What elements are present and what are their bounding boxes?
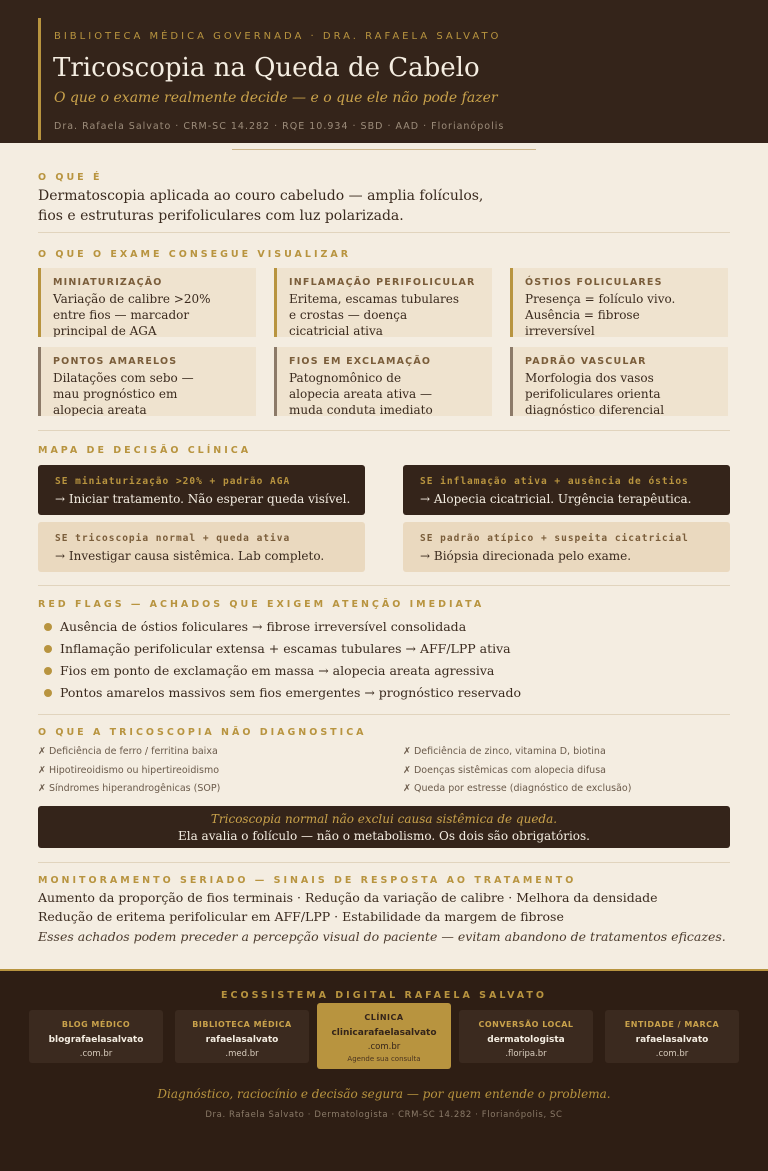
site-label: CONVERSÃO LOCAL — [478, 1020, 574, 1029]
header-divider — [232, 149, 536, 150]
decision-condition: SE miniaturização >20% + padrão AGA — [55, 476, 291, 487]
card-title: PADRÃO VASCULAR — [525, 356, 647, 367]
section-divider — [38, 862, 730, 863]
footer-tagline: Diagnóstico, raciocínio e decisão segura — por quem entende o problema. — [157, 1087, 611, 1101]
author-credentials: Dra. Rafaela Salvato · CRM-SC 14.282 · RQE 10.934 · SBD · AAD · Florianópolis — [54, 121, 505, 132]
site-tld: .com.br — [79, 1049, 113, 1059]
card-text-line: alopecia areata ativa — — [289, 387, 433, 401]
warning-callout — [38, 806, 730, 848]
monitoring-line-1: Aumento da proporção de fios terminais · Redução da variação de calibre · Melhora da densidade — [38, 890, 658, 905]
site-tld: .floripa.br — [505, 1049, 547, 1059]
decision-item — [403, 465, 730, 515]
site-label: BLOG MÉDICO — [61, 1020, 131, 1029]
red-flag-text: Fios em ponto de exclamação em massa → alopecia areata agressiva — [60, 663, 495, 678]
red-flag-text: Pontos amarelos massivos sem fios emergentes → prognóstico reservado — [60, 685, 522, 700]
what-is-label: O QUE É — [38, 172, 103, 183]
card-text-line: perifoliculares orienta — [525, 387, 661, 401]
what-is-line-1: Dermatoscopia aplicada ao couro cabeludo — amplia folículos, — [38, 188, 484, 204]
site-link-biblioteca[interactable] — [175, 1010, 309, 1063]
card-text-line: alopecia areata — [53, 403, 147, 416]
site-link-blog[interactable] — [29, 1010, 163, 1063]
decision-label: MAPA DE DECISÃO CLÍNICA — [38, 445, 252, 456]
decision-outcome: → Iniciar tratamento. Não esperar queda visível. — [55, 492, 351, 506]
finding-card-pontos-amarelos — [38, 347, 256, 416]
card-title: INFLAMAÇÃO PERIFOLICULAR — [289, 277, 476, 288]
card-text-line: irreversível — [525, 324, 595, 337]
site-tld: .com.br — [655, 1049, 689, 1059]
site-link-entidade[interactable] — [605, 1010, 739, 1063]
card-text — [53, 291, 256, 337]
card-text-line: Dilatações com sebo — — [53, 371, 194, 385]
decision-outcome: → Alopecia cicatricial. Urgência terapêutica. — [420, 492, 692, 506]
site-cta: Agende sua consulta — [347, 1055, 421, 1063]
bullet-dot-icon — [44, 645, 52, 653]
red-flag-text: Inflamação perifolicular extensa + escamas tubulares → AFF/LPP ativa — [60, 641, 511, 656]
site-label: BIBLIOTECA MÉDICA — [192, 1020, 292, 1029]
not-diagnose-item: ✗ Deficiência de zinco, vitamina D, biotina — [403, 746, 606, 757]
page-header — [0, 0, 768, 143]
card-text-line: Eritema, escamas tubulares — [289, 292, 460, 306]
card-text-line: Morfologia dos vasos — [525, 371, 654, 385]
site-link-conversao[interactable] — [459, 1010, 593, 1063]
red-flags-label: RED FLAGS — ACHADOS QUE EXIGEM ATENÇÃO IMEDIATA — [38, 599, 485, 610]
decision-condition: SE padrão atípico + suspeita cicatricial — [420, 533, 689, 544]
decision-item — [38, 465, 365, 515]
card-text-line: Presença = folículo vivo. — [525, 292, 676, 306]
not-diagnose-item: ✗ Deficiência de ferro / ferritina baixa — [38, 746, 218, 757]
not-diagnose-item: ✗ Síndromes hiperandrogênicas (SOP) — [38, 783, 221, 794]
bullet-dot-icon — [44, 623, 52, 631]
finding-card-exclamacao — [274, 347, 492, 416]
card-title: FIOS EM EXCLAMAÇÃO — [289, 356, 432, 367]
not-diagnose-item: ✗ Doenças sistêmicas com alopecia difusa — [403, 765, 606, 776]
finding-card-miniaturizacao — [38, 268, 256, 337]
site-domain: clinicarafaelasalvato — [331, 1028, 437, 1038]
footer-credentials: Dra. Rafaela Salvato · Dermatologista · CRM-SC 14.282 · Florianópolis, SC — [205, 1110, 563, 1120]
card-text — [289, 370, 492, 416]
callout-line-2: Ela avalia o folículo — não o metabolismo. Os dois são obrigatórios. — [177, 829, 590, 843]
card-text — [525, 370, 728, 416]
decision-outcome: → Biópsia direcionada pelo exame. — [420, 549, 632, 563]
footer-eyebrow: ECOSSISTEMA DIGITAL RAFAELA SALVATO — [221, 990, 547, 1001]
card-text — [525, 291, 728, 337]
monitoring-note: Esses achados podem preceder a percepção visual do paciente — evitam abandono de tratamentos eficazes. — [38, 929, 726, 944]
card-text-line: Patognomônico de — [289, 371, 402, 385]
card-title: PONTOS AMARELOS — [53, 356, 178, 367]
section-divider — [38, 232, 730, 233]
monitoring-line-2: Redução de eritema perifolicular em AFF/LPP · Estabilidade da margem de fibrose — [38, 909, 564, 924]
section-divider — [38, 430, 730, 431]
card-text-line: cicatricial ativa — [289, 324, 383, 337]
callout-line-1: Tricoscopia normal não exclui causa sistêmica de queda. — [210, 812, 558, 826]
site-label: CLÍNICA — [364, 1013, 404, 1022]
bullet-dot-icon — [44, 667, 52, 675]
accent-bar — [38, 18, 41, 140]
what-is-line-2: fios e estruturas perifoliculares com luz polarizada. — [38, 208, 404, 224]
decision-item — [403, 522, 730, 572]
card-title: MINIATURIZAÇÃO — [53, 277, 163, 288]
page-title: Tricoscopia na Queda de Cabelo — [53, 53, 480, 83]
page-subtitle: O que o exame realmente decide — e o que ele não pode fazer — [54, 90, 498, 106]
site-domain: blografaelasalvato — [48, 1035, 144, 1045]
monitoring-label: MONITORAMENTO SERIADO — SINAIS DE RESPOSTA AO TRATAMENTO — [38, 875, 577, 886]
visualize-label: O QUE O EXAME CONSEGUE VISUALIZAR — [38, 249, 352, 260]
card-text — [289, 291, 492, 337]
card-text-line: muda conduta imediato — [289, 403, 433, 416]
finding-card-inflamacao — [274, 268, 492, 337]
decision-item — [38, 522, 365, 572]
not-diagnose-item: ✗ Hipotireoidismo ou hipertireoidismo — [38, 765, 220, 776]
bullet-dot-icon — [44, 689, 52, 697]
decision-condition: SE inflamação ativa + ausência de óstios — [420, 476, 689, 487]
card-text-line: diagnóstico diferencial — [525, 403, 665, 416]
not-diagnose-item: ✗ Queda por estresse (diagnóstico de exclusão) — [403, 783, 632, 794]
header-eyebrow: BIBLIOTECA MÉDICA GOVERNADA · DRA. RAFAELA SALVATO — [54, 31, 502, 42]
site-link-clinica[interactable] — [317, 1003, 451, 1069]
site-domain: dermatologista — [487, 1035, 565, 1045]
card-text-line: entre fios — marcador — [53, 308, 190, 322]
site-tld: .com.br — [367, 1042, 401, 1052]
decision-outcome: → Investigar causa sistêmica. Lab completo. — [55, 549, 325, 563]
card-text-line: Variação de calibre >20% — [53, 292, 211, 306]
card-text-line: principal de AGA — [53, 324, 157, 337]
card-text — [53, 370, 256, 416]
site-label: ENTIDADE / MARCA — [624, 1020, 720, 1029]
finding-card-vascular — [510, 347, 728, 416]
site-domain: rafaelasalvato — [205, 1035, 279, 1045]
what-is-text — [38, 186, 483, 226]
not-diagnose-label: O QUE A TRICOSCOPIA NÃO DIAGNOSTICA — [38, 727, 367, 738]
section-divider — [38, 585, 730, 586]
page-footer — [0, 969, 768, 1171]
red-flag-text: Ausência de óstios foliculares → fibrose irreversível consolidada — [60, 619, 467, 634]
site-domain: rafaelasalvato — [635, 1035, 709, 1045]
section-divider — [38, 714, 730, 715]
card-text-line: mau prognóstico em — [53, 387, 178, 401]
finding-card-ostios — [510, 268, 728, 337]
card-title: ÓSTIOS FOLICULARES — [525, 277, 663, 288]
site-tld: .med.br — [225, 1049, 259, 1059]
card-text-line: Ausência = fibrose — [525, 308, 640, 322]
card-text-line: e crostas — doença — [289, 308, 408, 322]
decision-condition: SE tricoscopia normal + queda ativa — [55, 533, 291, 544]
